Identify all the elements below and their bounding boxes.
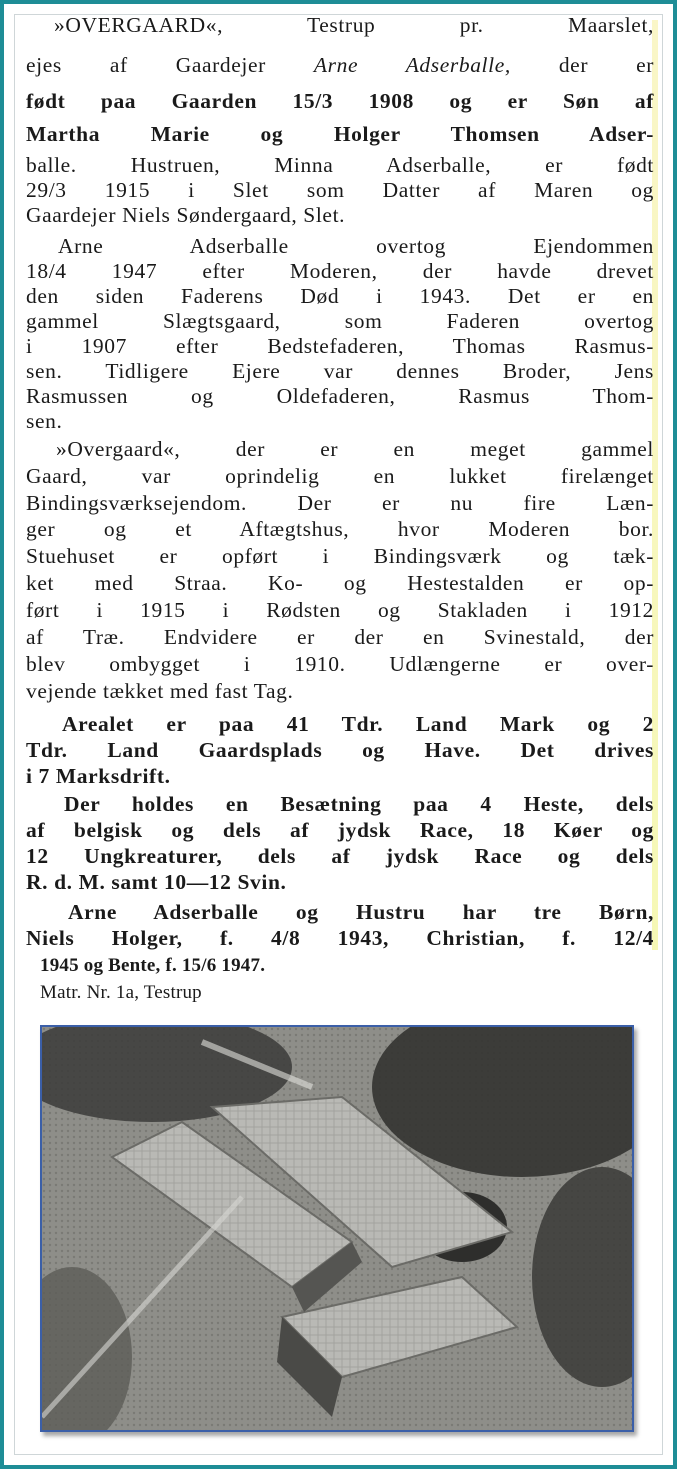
clip-line: 12 Ungkreaturer, dels af jydsk Race og dels <box>26 844 654 868</box>
clip-line: af belgisk og dels af jydsk Race, 18 Køer og <box>26 818 654 842</box>
aerial-farm-photo <box>40 1025 634 1432</box>
clip-line: Arne Adserballe og Hustru har tre Børn, <box>68 900 654 924</box>
clip-line: ejes af Gaardejer Arne Adserballe, der er <box>26 53 654 77</box>
clip-line: 1945 og Bente, f. 15/6 1947. <box>40 955 266 976</box>
clip-line: sen. <box>26 409 63 433</box>
clip-line: Gaardejer Niels Søndergaard, Slet. <box>26 203 346 227</box>
clip-line: Tdr. Land Gaardsplads og Have. Det drives <box>26 738 654 762</box>
clip-line: blev ombygget i 1910. Udlængerne er over- <box>26 652 654 676</box>
clip-line: ket med Straa. Ko- og Hestestalden er op- <box>26 571 654 595</box>
clip-line: balle. Hustruen, Minna Adserballe, er født <box>26 153 654 177</box>
clip-line: vejende tækket med fast Tag. <box>26 679 294 703</box>
clip-line: af Træ. Endvidere er der en Svinestald, der <box>26 625 654 649</box>
clip-line: »Overgaard«, der er en meget gammel <box>56 437 654 461</box>
clip-line: født paa Gaarden 15/3 1908 og er Søn af <box>26 89 654 113</box>
clip-line: i 7 Marksdrift. <box>26 764 171 788</box>
clip-line: sen. Tidligere Ejere var dennes Broder, Jens <box>26 359 654 383</box>
clip-line: 18/4 1947 efter Moderen, der havde drevet <box>26 259 654 283</box>
owner-name: Arne Adserballe, <box>313 53 511 77</box>
clip-line: »OVERGAARD«, Testrup pr. Maarslet, <box>54 13 654 37</box>
clip-line: Rasmussen og Oldefaderen, Rasmus Thom- <box>26 384 654 408</box>
clip-line: Arealet er paa 41 Tdr. Land Mark og 2 <box>62 712 654 736</box>
farm-photo-drawing <box>42 1027 632 1430</box>
clip-line: Martha Marie og Holger Thomsen Adser- <box>26 122 654 146</box>
clip-line: i 1907 efter Bedstefaderen, Thomas Rasmus- <box>26 334 654 358</box>
clip-line: Stuehuset er opført i Bindingsværk og tæk- <box>26 544 654 568</box>
clip-line: gammel Slægtsgaard, som Faderen overtog <box>26 309 654 333</box>
clip-line: 29/3 1915 i Slet som Datter af Maren og <box>26 178 654 202</box>
clip-line: R. d. M. samt 10—12 Svin. <box>26 870 287 894</box>
cadastral-number: Matr. Nr. 1a, Testrup <box>40 982 202 1003</box>
clip-line: Gaard, var oprindelig en lukket firelænget <box>26 464 654 488</box>
clip-line: Arne Adserballe overtog Ejendommen <box>58 234 654 258</box>
clip-line: Niels Holger, f. 4/8 1943, Christian, f. 12/4 <box>26 926 654 950</box>
clip-line: ger og et Aftægtshus, hvor Moderen bor. <box>26 517 654 541</box>
clip-line: ført i 1915 i Rødsten og Stakladen i 1912 <box>26 598 654 622</box>
clip-line: Bindingsværksejendom. Der er nu fire Læn- <box>26 491 654 515</box>
clip-line: den siden Faderens Død i 1943. Det er en <box>26 284 654 308</box>
clip-line: Der holdes en Besætning paa 4 Heste, dels <box>64 792 654 816</box>
